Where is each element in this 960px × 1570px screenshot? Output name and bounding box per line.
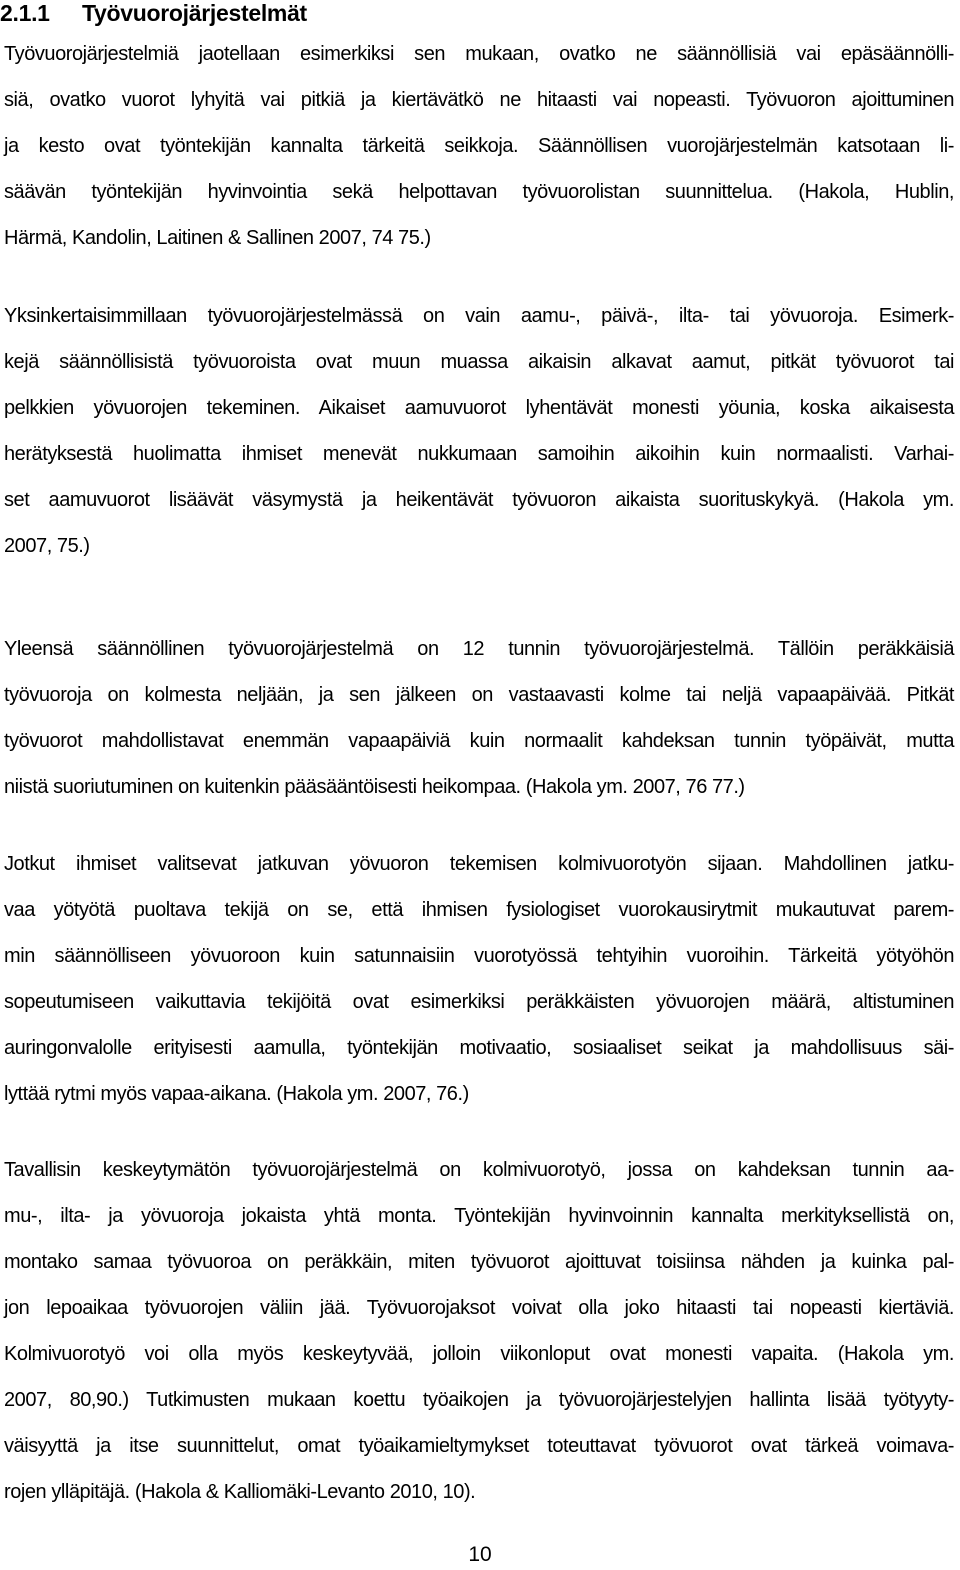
text-line: Tavallisin keskeytymätön työvuorojärjestelmä on kolmivuorotyö, jossa on kahdeksan tunnin aa- [4, 1159, 954, 1181]
text-line: jon lepoaikaa työvuorojen väliin jää. Työvuorojaksot voivat olla joko hitaasti tai nopeasti kiertäviä. [4, 1297, 954, 1319]
section-number: 2.1.1 [0, 0, 50, 26]
paragraph-4 [4, 849, 954, 1125]
text-line: ja kesto ovat työntekijän kannalta tärkeitä seikkoja. Säännöllisen vuorojärjestelmän katsotaan li- [4, 135, 954, 157]
paragraph-1 [4, 39, 954, 269]
text-line: vaa yötyötä puoltava tekijä on se, että ihmisen fysiologiset vuorokausirytmit mukautuvat parem- [4, 899, 954, 921]
text-line: 2007, 80,90.) Tutkimusten mukaan koettu työaikojen ja työvuorojärjestelyjen hallinta lisää työtyyty- [4, 1389, 954, 1411]
text-line: kejä säännöllisistä työvuoroista ovat muun muassa aikaisin alkavat aamut, pitkät työvuorot tai [4, 351, 954, 373]
text-line: sopeutumiseen vaikuttavia tekijöitä ovat esimerkiksi peräkkäisten yövuorojen määrä, altistuminen [4, 991, 954, 1013]
paragraph-3 [4, 634, 954, 818]
text-line: Yksinkertaisimmillaan työvuorojärjestelmässä on vain aamu-, päivä-, ilta- tai yövuoroja. Esimerk- [4, 305, 954, 327]
text-line: min säännölliseen yövuoroon kuin satunnaisiin vuorotyössä tehtyihin vuoroihin. Tärkeitä yötyöhön [4, 945, 954, 967]
text-line: herätyksestä huolimatta ihmiset menevät nukkumaan samoihin aikoihin kuin normaalisti. Varhai- [4, 443, 954, 465]
text-line: lyttää rytmi myös vapaa-aikana. (Hakola ym. 2007, 76.) [4, 1083, 469, 1105]
text-line: set aamuvuorot lisäävät väsymystä ja heikentävät työvuoron aikaista suorituskykyä. (Hakola ym. [4, 489, 954, 511]
text-line: Kolmivuorotyö voi olla myös keskeytyvää, jolloin viikonloput ovat monesti vapaita. (Hakola ym. [4, 1343, 954, 1365]
text-line: auringonvalolle erityisesti aamulla, työntekijän motivaatio, sosiaaliset seikat ja mahdollisuus säi- [4, 1037, 954, 1059]
text-line: siä, ovatko vuorot lyhyitä vai pitkiä ja kiertävätkö ne hitaasti vai nopeasti. Työvuoron ajoittuminen [4, 89, 954, 111]
text-line: pelkkien yövuorojen tekeminen. Aikaiset aamuvuorot lyhentävät monesti yöunia, koska aikaisesta [4, 397, 954, 419]
paragraph-2 [4, 301, 954, 577]
page-number: 10 [468, 1543, 492, 1566]
section-heading [0, 0, 307, 26]
text-line: Härmä, Kandolin, Laitinen & Sallinen 2007, 74 75.) [4, 227, 431, 249]
text-line: väisyyttä ja itse suunnittelut, omat työaikamieltymykset toteuttavat työvuorot ovat tärkeä voimava- [4, 1435, 954, 1457]
text-line: säävän työntekijän hyvinvointia sekä helpottavan työvuorolistan suunnittelua. (Hakola, Hublin, [4, 181, 954, 203]
text-line: Jotkut ihmiset valitsevat jatkuvan yövuoron tekemisen kolmivuorotyön sijaan. Mahdollinen jatku- [4, 853, 954, 875]
text-line: niistä suoriutuminen on kuitenkin pääsääntöisesti heikompaa. (Hakola ym. 2007, 76 77.) [4, 776, 745, 798]
paragraph-5 [4, 1155, 954, 1523]
text-line: montako samaa työvuoroa on peräkkäin, miten työvuorot ajoittuvat toisiinsa nähden ja kuinka pal- [4, 1251, 954, 1273]
text-line: työvuorot mahdollistavat enemmän vapaapäiviä kuin normaalit kahdeksan tunnin työpäivät, mutta [4, 730, 954, 752]
text-line: 2007, 75.) [4, 535, 90, 557]
text-line: rojen ylläpitäjä. (Hakola & Kalliomäki-Levanto 2010, 10). [4, 1481, 476, 1503]
text-line: työvuoroja on kolmesta neljään, ja sen jälkeen on vastaavasti kolme tai neljä vapaapäivää. Pitkät [4, 684, 954, 706]
text-line: Yleensä säännöllinen työvuorojärjestelmä on 12 tunnin työvuorojärjestelmä. Tällöin peräkkäisiä [4, 638, 954, 660]
text-line: Työvuorojärjestelmiä jaotellaan esimerkiksi sen mukaan, ovatko ne säännöllisiä vai epäsäännölli- [4, 43, 954, 65]
section-title: Työvuorojärjestelmät [82, 0, 307, 26]
text-line: mu-, ilta- ja yövuoroja jokaista yhtä monta. Työntekijän hyvinvoinnin kannalta merkityksellistä on, [4, 1205, 954, 1227]
